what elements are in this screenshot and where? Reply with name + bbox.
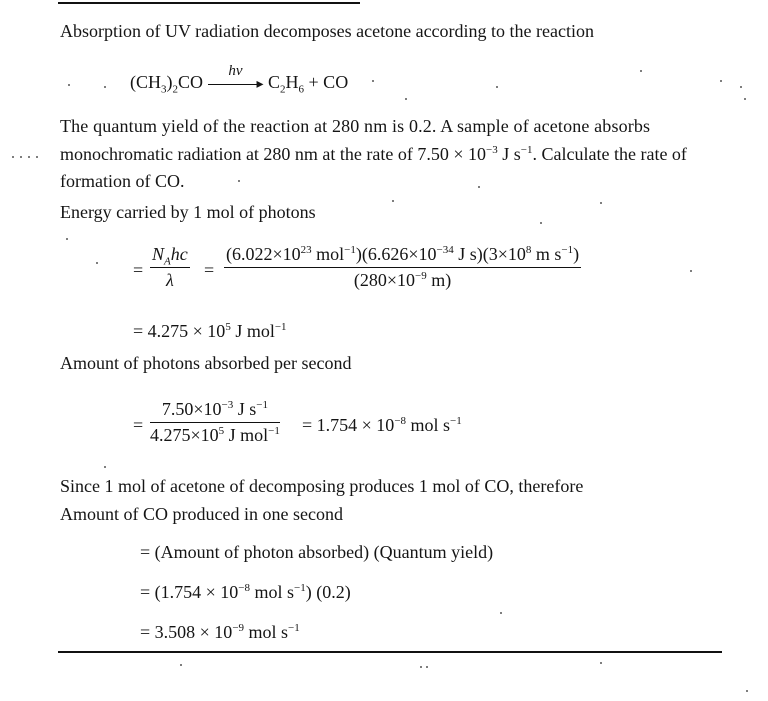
bottom-rule	[58, 651, 722, 653]
speck	[540, 222, 542, 224]
speck	[180, 664, 182, 666]
speck	[690, 270, 692, 272]
conclusion-line-2: Amount of CO produced in one second	[60, 504, 343, 524]
photons-heading: Amount of photons absorbed per second	[60, 353, 352, 373]
top-rule	[58, 2, 360, 4]
conclusion-step-1: = (Amount of photon absorbed) (Quantum yield)	[140, 542, 494, 562]
speck	[104, 86, 106, 88]
symbolic-denominator: λ	[165, 269, 174, 290]
speck	[478, 186, 480, 188]
reaction-equation	[130, 62, 349, 96]
symbolic-numerator: $N_Ahc$	[152, 244, 188, 268]
speck	[96, 262, 98, 264]
intro-text: Absorption of UV radiation decomposes acetone according to the reaction	[60, 21, 594, 41]
arrow-label: hν	[228, 62, 243, 79]
speck	[740, 86, 742, 88]
problem-line-2: monochromatic radiation at 280 nm at the rate of $7.50 \times 10^{-3}$ J $s^{-1}$. Calculate the rate of	[60, 144, 687, 164]
speck	[600, 202, 602, 204]
photons-equals: =	[133, 415, 144, 435]
speck	[36, 156, 38, 158]
problem-line-3: formation of CO.	[60, 171, 185, 191]
energy-equals-2: =	[204, 260, 215, 280]
speck	[66, 238, 68, 240]
energy-heading: Energy carried by 1 mol of photons	[60, 202, 316, 222]
speck	[104, 466, 106, 468]
energy-denominator: ($280\times 10^{-9}$ m)	[353, 269, 452, 290]
speck	[426, 666, 428, 668]
problem-line-1: The quantum yield of the reaction at 280 nm is 0.2. A sample of acetone absorbs	[60, 116, 651, 136]
speck	[20, 156, 22, 158]
speck	[496, 86, 498, 88]
speck	[600, 662, 602, 664]
speck	[405, 98, 407, 100]
energy-numeric-fraction	[224, 245, 581, 291]
conclusion-line-1: Since 1 mol of acetone of decomposing produces 1 mol of CO, therefore	[60, 476, 584, 496]
speck	[500, 612, 502, 614]
speck	[28, 156, 30, 158]
energy-result: = $4.275 \times 10^5$ J mol$^{-1}$	[133, 321, 287, 341]
speck	[746, 690, 748, 692]
speck	[420, 666, 422, 668]
conclusion-step-3: = $3.508 \times 10^{-9}$ mol $s^{-1}$	[140, 622, 300, 642]
speck	[744, 98, 746, 100]
photons-result: = $1.754 \times 10^{-8}$ mol $s^{-1}$	[302, 415, 462, 435]
reactant: $(CH_3)_2CO$	[130, 72, 204, 96]
photons-fraction	[150, 400, 280, 446]
speck	[640, 70, 642, 72]
speck	[12, 156, 14, 158]
speck	[392, 200, 394, 202]
speck	[68, 84, 70, 86]
products: $C_2H_6$ + CO	[268, 72, 349, 96]
reaction-arrow: hν ▸	[208, 79, 264, 89]
energy-equals-1: =	[133, 260, 144, 280]
speck	[238, 180, 240, 182]
energy-symbolic-fraction	[150, 245, 190, 291]
photons-denominator: $4.275\times 10^5$ J mol$^{-1}$	[150, 424, 280, 445]
speck	[372, 80, 374, 82]
speck	[720, 80, 722, 82]
photons-numerator: $7.50\times 10^{-3}$ J $s^{-1}$	[150, 400, 280, 423]
energy-numerator: ($6.022\times 10^{23}$ $mol^{-1})(6.626\times 10^{-34}$ J $s)(3\times 10^8$ m $s^{-1}$)	[224, 245, 581, 268]
conclusion-step-2: = ($1.754 \times 10^{-8}$ mol $s^{-1}$) (0.2)	[140, 582, 351, 602]
